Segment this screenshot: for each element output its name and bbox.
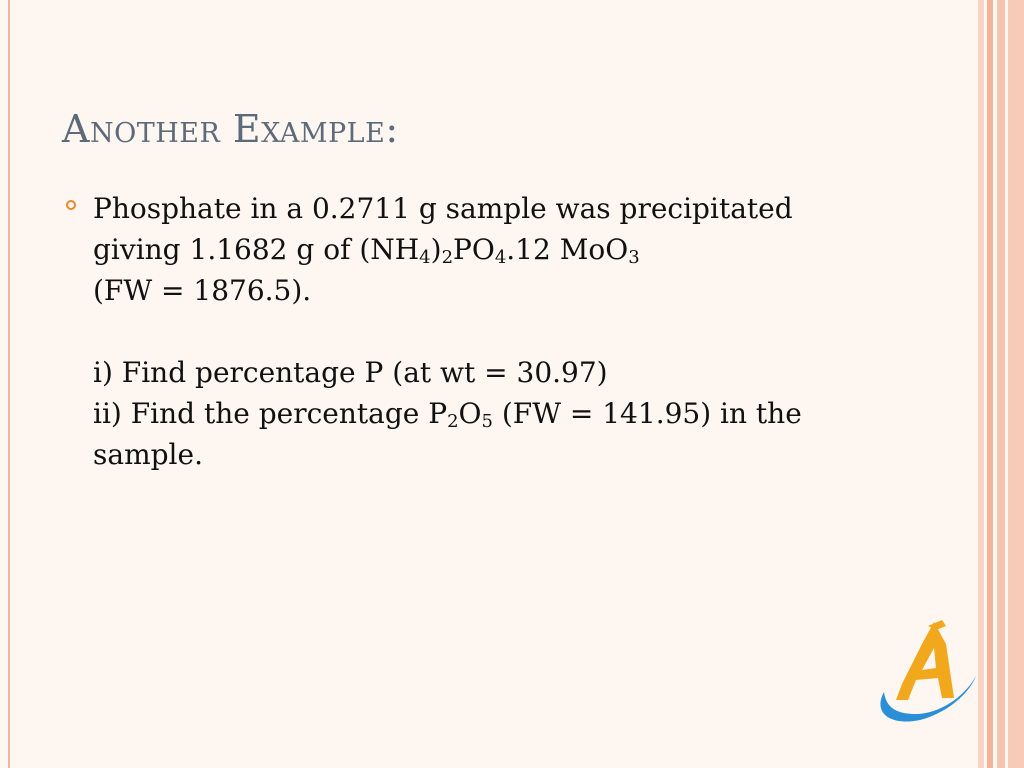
question-2 (93, 393, 913, 434)
subscript: 2 (441, 247, 454, 268)
question-1: i) Find percentage P (at wt = 30.97) (93, 356, 608, 389)
subscript: 4 (494, 247, 507, 268)
spacer (93, 311, 913, 352)
body-line-1: Phosphate in a 0.2711 g sample was precipitated (93, 192, 793, 225)
formula-text: giving 1.1682 g of (NH (93, 233, 420, 266)
subscript: 3 (628, 247, 640, 268)
slide-body (93, 188, 913, 475)
subscript: 5 (481, 411, 493, 432)
formula-text: (FW = 141.95) in the (492, 397, 802, 430)
question-2-line-2: sample. (93, 438, 203, 471)
left-frame-line (8, 0, 10, 768)
formula-text: .12 MoO (506, 233, 629, 266)
letter-a-swoosh-logo-icon (872, 614, 982, 734)
formula-text: ) (430, 233, 442, 266)
body-line-3: (FW = 1876.5). (93, 274, 312, 307)
body-line-2 (93, 229, 913, 270)
subscript: 2 (447, 411, 459, 432)
slide-title: Another Example: (62, 107, 399, 151)
bullet-circle-icon (66, 200, 76, 210)
formula-text: O (458, 397, 482, 430)
subscript: 4 (419, 247, 431, 268)
formula-text: PO (453, 233, 495, 266)
formula-text: ii) Find the percentage P (93, 397, 448, 430)
right-frame-stripes (978, 0, 1024, 768)
